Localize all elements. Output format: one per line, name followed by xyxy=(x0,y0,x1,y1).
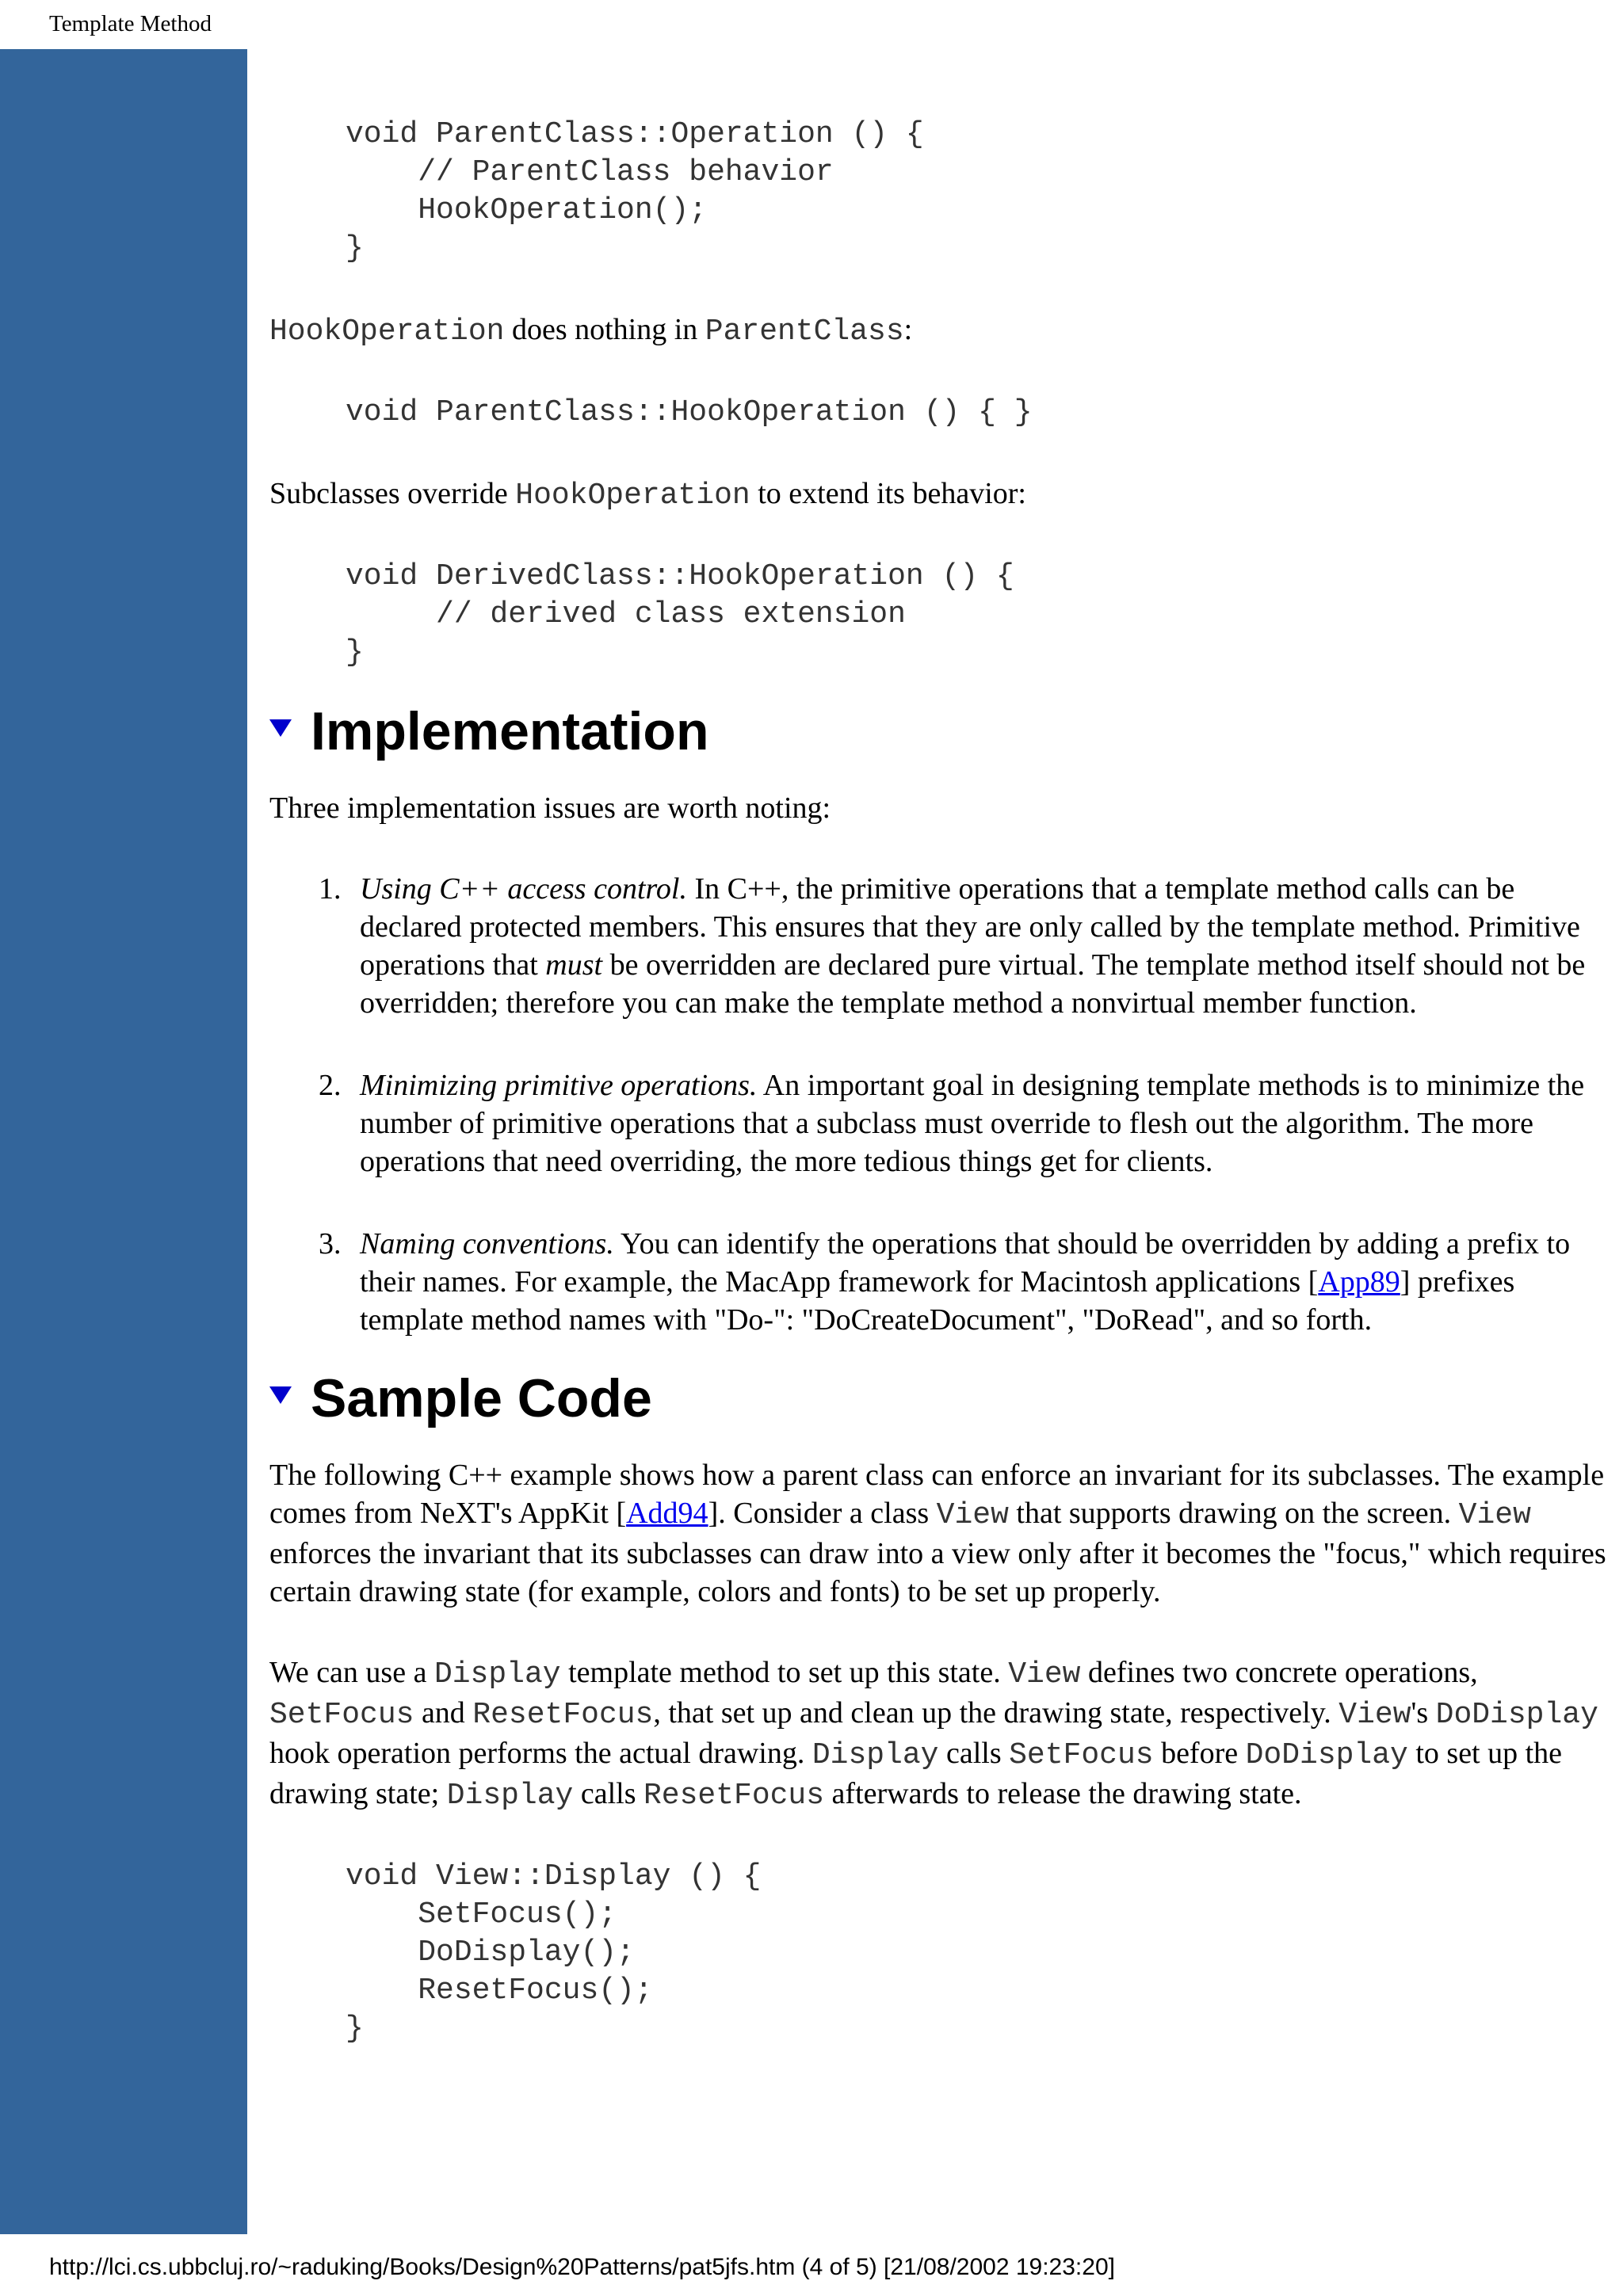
code-inline: ResetFocus xyxy=(643,1779,825,1813)
list-number: 3. xyxy=(319,1227,342,1261)
code-inline: DoDisplay xyxy=(1435,1698,1598,1732)
list-item xyxy=(269,870,1617,1022)
document-content xyxy=(269,116,1617,2048)
code-inline: View xyxy=(1338,1698,1411,1732)
text: hook operation performs the actual drawing. xyxy=(269,1737,812,1770)
code-inline: ResetFocus xyxy=(472,1698,654,1732)
list-item xyxy=(269,1225,1617,1339)
text: and xyxy=(414,1696,473,1730)
item-lead: Using C++ access control. xyxy=(360,872,687,906)
code-inline: DoDisplay xyxy=(1245,1738,1408,1772)
code-inline: View xyxy=(1008,1657,1081,1691)
heading-text: Implementation xyxy=(311,701,709,761)
list-number: 2. xyxy=(319,1069,342,1102)
code-block-derived-hook: void DerivedClass::HookOperation () { // derived class extension } xyxy=(346,559,1014,669)
text: template method to set up this state. xyxy=(560,1656,1009,1689)
code-inline: ParentClass xyxy=(705,315,904,349)
code-inline: HookOperation xyxy=(269,315,505,349)
link-app89[interactable]: App89 xyxy=(1318,1265,1400,1299)
paragraph-sample-intro xyxy=(269,1456,1617,1611)
heading-implementation xyxy=(269,696,1617,767)
text: ]. Consider a class xyxy=(708,1497,937,1530)
text: In C++, the primitive operations that a template method calls can be declared protected members. This ensures that they are only called by the template method. Primitive operations that xyxy=(360,872,1580,982)
item-lead: Minimizing primitive operations. xyxy=(360,1069,758,1102)
code-inline: Display xyxy=(812,1738,939,1772)
code-inline: Display xyxy=(433,1657,561,1691)
text: The following C++ example shows how a parent class can enforce an invariant for its subclasses. The example comes from NeXT's AppKit [ xyxy=(269,1459,1605,1530)
text: does nothing in xyxy=(504,313,705,346)
list-number: 1. xyxy=(319,872,342,906)
code-inline: View xyxy=(1458,1498,1531,1532)
code-block-view-display: void View::Display () { SetFocus(); DoDisplay(); ResetFocus(); } xyxy=(346,1859,762,2046)
footer-url: http://lci.cs.ubbcluj.ro/~raduking/Books/Design%20Patterns/pat5jfs.htm (4 of 5) [21/08/2002 19:23:20] xyxy=(49,2254,1115,2280)
implementation-list xyxy=(269,870,1617,1339)
code-inline: HookOperation xyxy=(515,479,750,513)
text: be overridden are declared pure virtual. The template method itself should not be overridden; therefore you can make the template method a nonvirtual member function. xyxy=(360,948,1586,1020)
text: to extend its behavior: xyxy=(750,477,1026,510)
code-block-hook-operation: void ParentClass::HookOperation () { } xyxy=(346,395,1033,429)
heading-sample-code xyxy=(269,1363,1617,1434)
code-inline: View xyxy=(936,1498,1009,1532)
text: ] prefixes template method names with "Do-": "DoCreateDocument", "DoRead", and so forth. xyxy=(360,1265,1515,1337)
text: that supports drawing on the screen. xyxy=(1008,1497,1459,1530)
page-header-title: Template Method xyxy=(49,11,212,36)
text: : xyxy=(903,313,913,346)
text: 's xyxy=(1411,1696,1436,1730)
paragraph-implementation-intro: Three implementation issues are worth noting: xyxy=(269,791,831,825)
text: You can identify the operations that should be overridden by adding a prefix to their names. For example, the MacApp framework for Macintosh applications [ xyxy=(360,1227,1571,1299)
text: defines two concrete operations, xyxy=(1080,1656,1478,1689)
code-block-parent-operation: void ParentClass::Operation () { // ParentClass behavior HookOperation(); } xyxy=(346,117,924,265)
text: enforces the invariant that its subclasses can draw into a view only after it becomes the "focus," which requires certain drawing state (for example, colors and fonts) to be set up properly. xyxy=(269,1537,1606,1608)
item-lead: Naming conventions. xyxy=(360,1227,614,1261)
text: to set up the drawing state; xyxy=(269,1737,1563,1810)
text: , that set up and clean up the drawing state, respectively. xyxy=(653,1696,1339,1730)
paragraph-display-template xyxy=(269,1653,1617,1815)
text: calls xyxy=(938,1737,1010,1770)
triangle-down-icon[interactable] xyxy=(269,1386,292,1404)
sidebar-band xyxy=(0,49,247,2234)
list-item xyxy=(269,1066,1617,1180)
triangle-down-icon[interactable] xyxy=(269,719,292,737)
heading-text: Sample Code xyxy=(311,1368,652,1428)
text: before xyxy=(1153,1737,1246,1770)
text: calls xyxy=(573,1777,643,1810)
code-inline: SetFocus xyxy=(1009,1738,1154,1772)
paragraph-hook-does-nothing xyxy=(269,311,1617,351)
text: Subclasses override xyxy=(269,477,516,510)
code-inline: SetFocus xyxy=(269,1698,414,1732)
paragraph-subclasses-override xyxy=(269,475,1617,515)
text: We can use a xyxy=(269,1656,434,1689)
link-add94[interactable]: Add94 xyxy=(626,1497,708,1530)
text: afterwards to release the drawing state. xyxy=(824,1777,1302,1810)
code-inline: Display xyxy=(446,1779,574,1813)
emphasis: must xyxy=(545,948,603,982)
text: An important goal in designing template methods is to minimize the number of primitive operations that a subclass must override to flesh out the algorithm. The more operations that need overriding, the more tedious things get for clients. xyxy=(360,1069,1585,1178)
